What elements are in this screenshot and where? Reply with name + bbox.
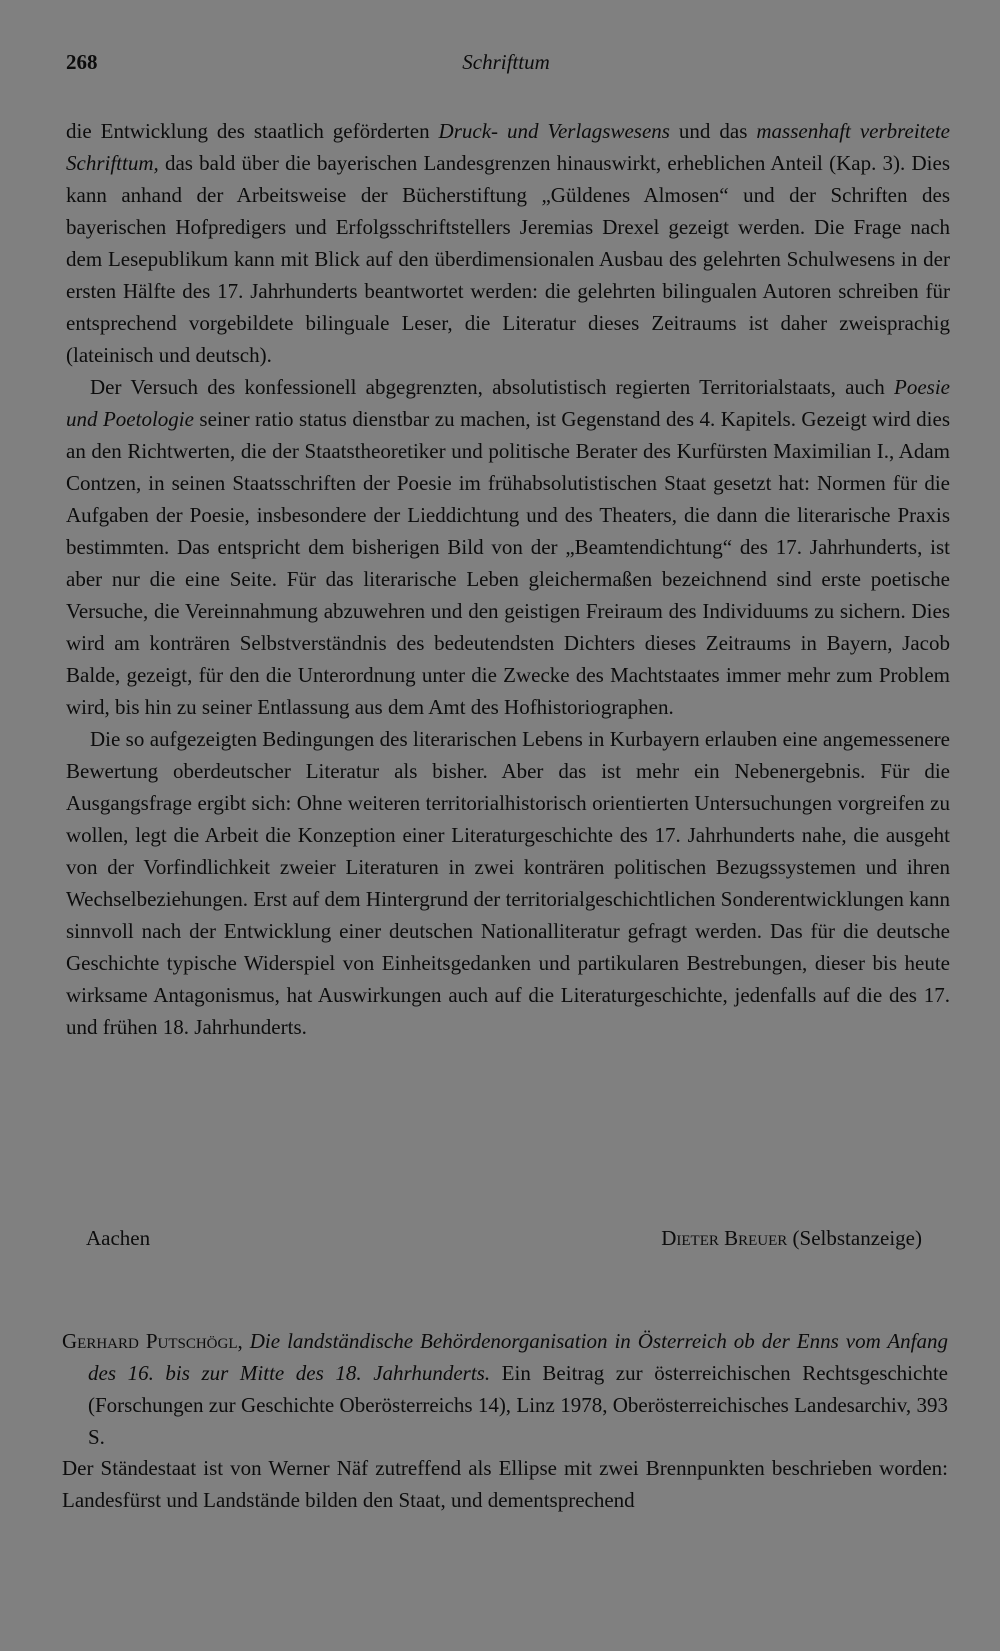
running-title: Schrifttum — [462, 50, 550, 74]
paragraph — [66, 723, 950, 1043]
text-run: Die so aufgezeigten Bedingungen des literarischen Lebens in Kurbayern erlauben eine angemessenere Bewertung oberdeutscher Literatur als bisher. Aber das ist mehr ein Nebenergebnis. Für die Ausgangsfrage ergibt sich: Ohne weiteren territorialhistorisch orientierten Untersuchungen vorgreifen zu wollen, legt die Arbeit die Konzeption einer Literaturgeschichte des 17. Jahrhunderts nahe, die ausgeht von der Vorfindlichkeit zweier Literaturen in zwei konträren politischen Bezugssystemen und ihren Wechselbeziehungen. Erst auf dem Hintergrund der territorialgeschichtlichen Sonderentwicklungen kann sinnvoll nach der Entwicklung einer deutschen Nationalliteratur gefragt werden. Das für die deutsche Geschichte typische Widerspiel von Einheitsgedanken und partikularen Bestrebungen, dieser bis heute wirksame Antagonismus, hat Auswirkungen auch auf die Literaturgeschichte, jedenfalls auf die des 17. und frühen 18. Jahrhunderts. — [66, 727, 950, 1039]
paragraph — [66, 371, 950, 723]
main-text — [66, 115, 950, 1043]
review-title: Die landständische Behördenorganisation in Österreich ob der Enns vom Anfang des 16. bis zur Mitte des 18. Jahrhunderts. — [88, 1329, 949, 1385]
signature-author-block — [661, 1222, 922, 1254]
citation-entry — [62, 1325, 948, 1453]
italic-run: Druck- und Verlagswesens — [438, 119, 670, 143]
text-run: die Entwicklung des staatlich geförderten — [66, 119, 439, 143]
running-head — [66, 50, 946, 86]
review-body — [62, 1452, 948, 1516]
review-citation — [62, 1325, 948, 1453]
italic-run: massenhaft verbreitete Schrifttum, — [66, 119, 950, 175]
text-run: Der Versuch des konfessionell abgegrenzten, absolutistisch regierten Territorialstaats, auch — [90, 375, 895, 399]
signature-line — [66, 1222, 950, 1254]
page-number: 268 — [66, 50, 98, 74]
text-run: das bald über die bayerischen Landesgrenzen hinauswirkt, erheblichen Anteil (Kap. 3). Dies kann anhand der Arbeitsweise der Bücherstiftung „Güldenes Almosen“ und der Schriften des bayerischen Hofpredigers und Erfolgsschriftstellers Jeremias Drexel gezeigt werden. Die Frage nach dem Lesepublikum kann mit Blick auf den überdimensionalen Ausbau des gelehrten Schulwesens in der ersten Hälfte des 17. Jahrhunderts beantwortet werden: die gelehrten bilingualen Autoren schreiben für entsprechend vorgebildete bilinguale Leser, die Literatur dieses Zeitraums ist daher zweisprachig (lateinisch und deutsch). — [66, 151, 950, 367]
paragraph — [66, 115, 950, 371]
review-author: Gerhard Putschögl, — [62, 1329, 243, 1353]
signature-place: Aachen — [86, 1226, 151, 1250]
signature-note: (Selbstanzeige) — [792, 1226, 922, 1250]
text-run: und das — [669, 119, 757, 143]
italic-run: Poesie und Poetologie — [66, 375, 950, 431]
review-details: Ein Beitrag zur österreichischen Rechtsgeschichte (Forschungen zur Geschichte Oberösterreichs 14), Linz 1978, Oberösterreichisches Landesarchiv, 393 S. — [88, 1361, 948, 1449]
text-run: seiner ratio status dienstbar zu machen, ist Gegenstand des 4. Kapitels. Gezeigt wird dies an den Richtwerten, die der Staatstheoretiker und politische Berater des Kurfürsten Maximilian I., Adam Contzen, in seinen Staatsschriften der Poesie im frühabsolutistischen Staat gesetzt hat: Normen für die Aufgaben der Poesie, insbesondere der Lieddichtung und des Theaters, die dann die literarische Praxis bestimmten. Das entspricht dem bisherigen Bild von der „Beamtendichtung“ des 17. Jahrhunderts, ist aber nur die eine Seite. Für das literarische Leben gleichermaßen bezeichnend sind erste poetische Versuche, die Vereinnahmung abzuwehren und den geistigen Freiraum des Individuums zu sichern. Dies wird am konträren Selbstverständnis des bedeutendsten Dichters dieses Zeitraums in Bayern, Jacob Balde, gezeigt, für den die Unterordnung unter die Zwecke des Machtstaates immer mehr zum Problem wird, bis hin zu seiner Entlassung aus dem Amt des Hofhistoriographen. — [66, 407, 950, 719]
signature-author: Dieter Breuer — [661, 1226, 788, 1250]
review-paragraph: Der Ständestaat ist von Werner Näf zutreffend als Ellipse mit zwei Brennpunkten beschrieben worden: Landesfürst und Landstände bilden den Staat, und dementsprechend — [62, 1456, 948, 1512]
